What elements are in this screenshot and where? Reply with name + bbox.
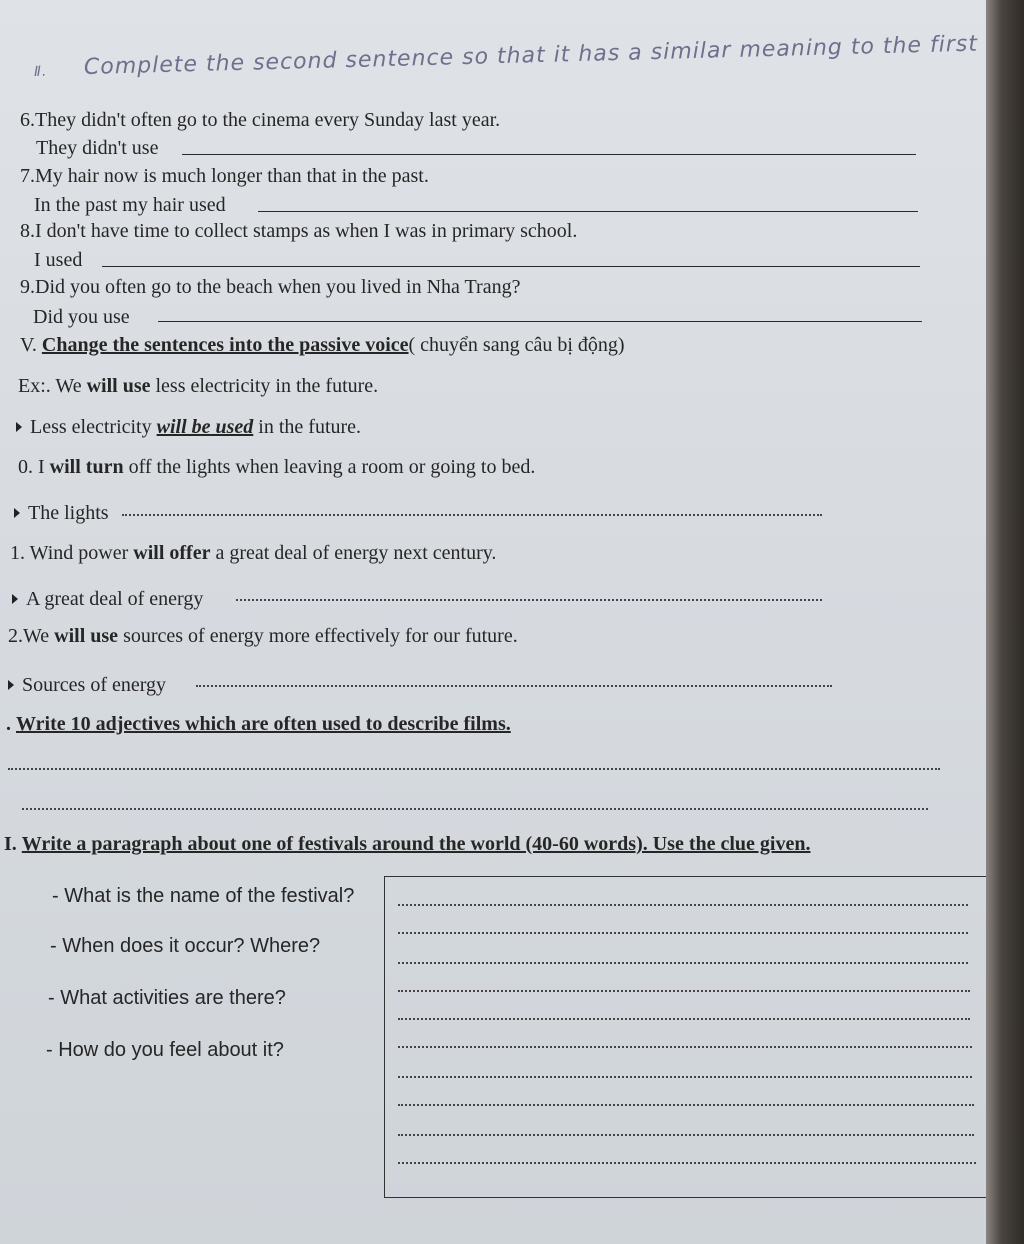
question-7 <box>20 164 429 188</box>
answer-starter: They didn't use <box>36 137 159 159</box>
answer-line[interactable] <box>182 154 916 155</box>
clue-item: - What activities are there? <box>48 987 286 1009</box>
question-number: 2. <box>8 625 23 647</box>
question-prompt: Did you often go to the beach when you lived in Nha Trang? <box>35 276 521 298</box>
question-prompt: They didn't often go to the cinema every Sunday last year. <box>35 109 501 131</box>
passive-question-0: 0. I will turn off the lights when leaving a room or going to bed. <box>18 456 536 478</box>
question-6 <box>20 108 500 132</box>
arrow-bullet-icon <box>16 422 22 432</box>
section-title-note: ( chuyển sang câu bị động) <box>408 334 625 356</box>
arrow-bullet-icon <box>8 680 14 690</box>
answer-dotted-line[interactable] <box>8 768 940 770</box>
answer-starter: A great deal of energy <box>26 588 204 610</box>
writing-dotted-line[interactable] <box>398 962 968 964</box>
answer-starter: The lights <box>28 502 109 524</box>
handwritten-instruction: Complete the second sentence so that it has a similar meaning to the first <box>83 31 979 80</box>
answer-dotted-line[interactable] <box>22 808 928 810</box>
writing-dotted-line[interactable] <box>398 1046 972 1048</box>
section-number: . <box>6 713 11 735</box>
clue-item: - What is the name of the festival? <box>52 885 355 907</box>
arrow-bullet-icon <box>12 594 18 604</box>
section-number: V. <box>20 334 37 356</box>
answer-line[interactable] <box>102 266 920 267</box>
passive-question-1: 1. Wind power will offer a great deal of energy next century. <box>10 542 497 564</box>
section-number: I. <box>4 833 17 855</box>
writing-dotted-line[interactable] <box>398 1134 974 1136</box>
example-sentence: Ex:. We will use less electricity in the future. <box>18 375 379 397</box>
section-a-numeral: Ⅱ. <box>33 63 48 80</box>
answer-line[interactable] <box>258 211 918 212</box>
question-number: 7. <box>20 165 35 187</box>
question-number: 0. <box>18 456 33 478</box>
answer-dotted-line[interactable] <box>122 514 822 516</box>
question-number: 9. <box>20 276 35 298</box>
answer-starter: Did you use <box>33 306 130 328</box>
question-8 <box>20 219 577 243</box>
example-label: Ex:. <box>18 375 51 397</box>
clue-item: - When does it occur? Where? <box>50 935 321 957</box>
paragraph-writing-box[interactable] <box>384 876 986 1198</box>
answer-starter: I used <box>34 249 83 271</box>
section-title: Write 10 adjectives which are often used to describe films. <box>16 713 511 735</box>
answer-starter: Sources of energy <box>22 674 167 696</box>
answer-dotted-line[interactable] <box>196 685 832 687</box>
writing-dotted-line[interactable] <box>398 1104 974 1106</box>
section-c-heading <box>6 712 511 736</box>
question-number: 8. <box>20 220 35 242</box>
section-b-heading <box>20 333 625 357</box>
writing-dotted-line[interactable] <box>398 1018 970 1020</box>
background-edge <box>986 0 1024 1244</box>
arrow-bullet-icon <box>14 508 20 518</box>
section-title: Change the sentences into the passive voice <box>41 334 409 356</box>
answer-line[interactable] <box>158 321 922 322</box>
question-9 <box>20 275 520 299</box>
writing-dotted-line[interactable] <box>398 904 968 906</box>
question-number: 1. <box>10 542 25 564</box>
answer-starter: In the past my hair used <box>34 194 226 216</box>
passive-question-2: 2.We will use sources of energy more effectively for our future. <box>8 625 518 647</box>
section-d-heading <box>4 832 810 856</box>
writing-dotted-line[interactable] <box>398 1162 976 1164</box>
clue-item: - How do you feel about it? <box>46 1039 284 1061</box>
example-answer: Less electricity will be used in the future. <box>30 416 362 438</box>
writing-dotted-line[interactable] <box>398 1076 972 1078</box>
writing-dotted-line[interactable] <box>398 990 970 992</box>
writing-dotted-line[interactable] <box>398 932 968 934</box>
question-prompt: My hair now is much longer than that in the past. <box>35 165 429 187</box>
question-prompt: I don't have time to collect stamps as when I was in primary school. <box>35 220 578 242</box>
section-title: Write a paragraph about one of festivals around the world (40-60 words). Use the clue given. <box>21 833 811 855</box>
question-number: 6. <box>20 109 35 131</box>
answer-dotted-line[interactable] <box>236 599 822 601</box>
